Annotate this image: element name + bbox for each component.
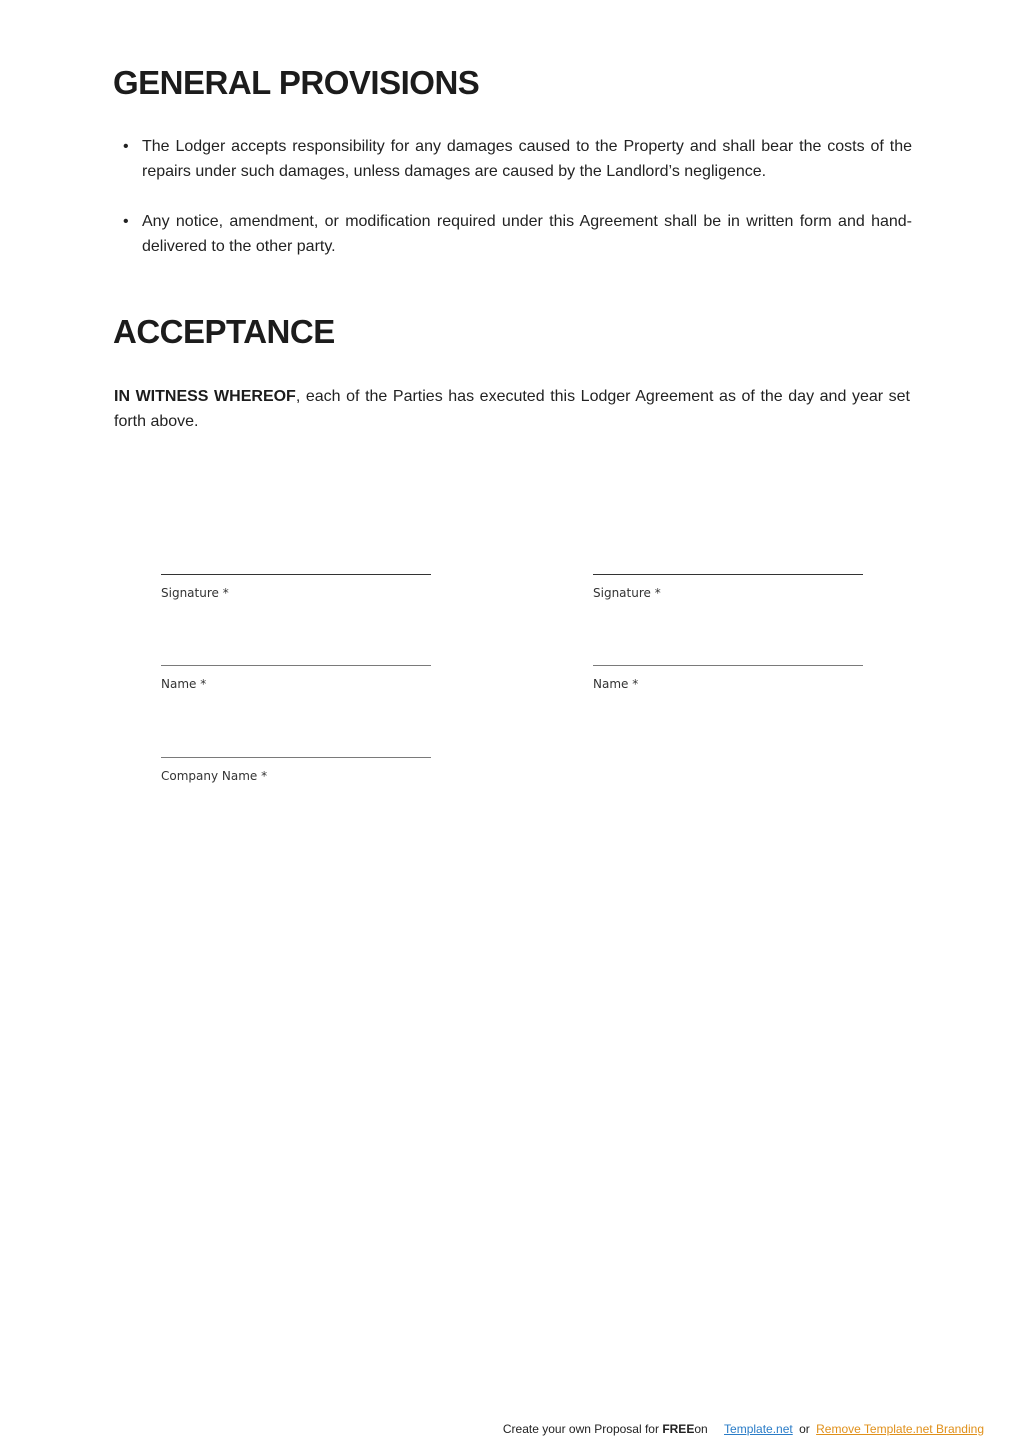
footer-or: or bbox=[799, 1422, 810, 1436]
bullet-icon: • bbox=[123, 138, 129, 155]
company-line bbox=[161, 757, 431, 758]
general-provisions-heading: GENERAL PROVISIONS bbox=[113, 64, 480, 101]
signature-label: Signature * bbox=[161, 586, 229, 600]
witness-bold: IN WITNESS WHEREOF bbox=[114, 388, 296, 405]
signature-line bbox=[593, 574, 863, 575]
name-line bbox=[161, 665, 431, 666]
left-name-field[interactable] bbox=[161, 665, 431, 691]
provision-text: The Lodger accepts responsibility for any damages caused to the Property and shall bear the costs of the repairs under such damages, unless damages are caused by the Landlord’s negligence. bbox=[142, 138, 912, 180]
name-line bbox=[593, 665, 863, 666]
branding-footer bbox=[503, 1422, 984, 1436]
list-item bbox=[123, 209, 912, 259]
name-label: Name * bbox=[593, 677, 639, 691]
remove-branding-link[interactable]: Remove Template.net Branding bbox=[816, 1422, 984, 1436]
footer-prefix: Create your own Proposal for bbox=[502, 1422, 663, 1436]
provision-text: Any notice, amendment, or modification required under this Agreement shall be in written form and hand-delivered to the other party. bbox=[142, 213, 912, 255]
general-provisions-list bbox=[123, 134, 912, 284]
right-signature-field[interactable] bbox=[593, 574, 863, 600]
footer-free: FREE bbox=[662, 1422, 695, 1436]
signature-label: Signature * bbox=[593, 586, 661, 600]
template-net-link[interactable]: Template.net bbox=[724, 1422, 793, 1436]
right-name-field[interactable] bbox=[593, 665, 863, 691]
company-name-label: Company Name * bbox=[161, 769, 268, 783]
name-label: Name * bbox=[161, 677, 207, 691]
footer-on: on bbox=[694, 1422, 708, 1436]
list-item bbox=[123, 134, 912, 184]
witness-text: , each of the Parties has executed this Lodger Agreement as of the day and year set forth above. bbox=[114, 388, 910, 430]
left-signature-field[interactable] bbox=[161, 574, 431, 600]
signature-line bbox=[161, 574, 431, 575]
bullet-icon: • bbox=[123, 213, 129, 230]
left-company-field[interactable] bbox=[161, 757, 431, 783]
acceptance-heading: ACCEPTANCE bbox=[113, 313, 335, 350]
witness-paragraph bbox=[114, 384, 910, 434]
